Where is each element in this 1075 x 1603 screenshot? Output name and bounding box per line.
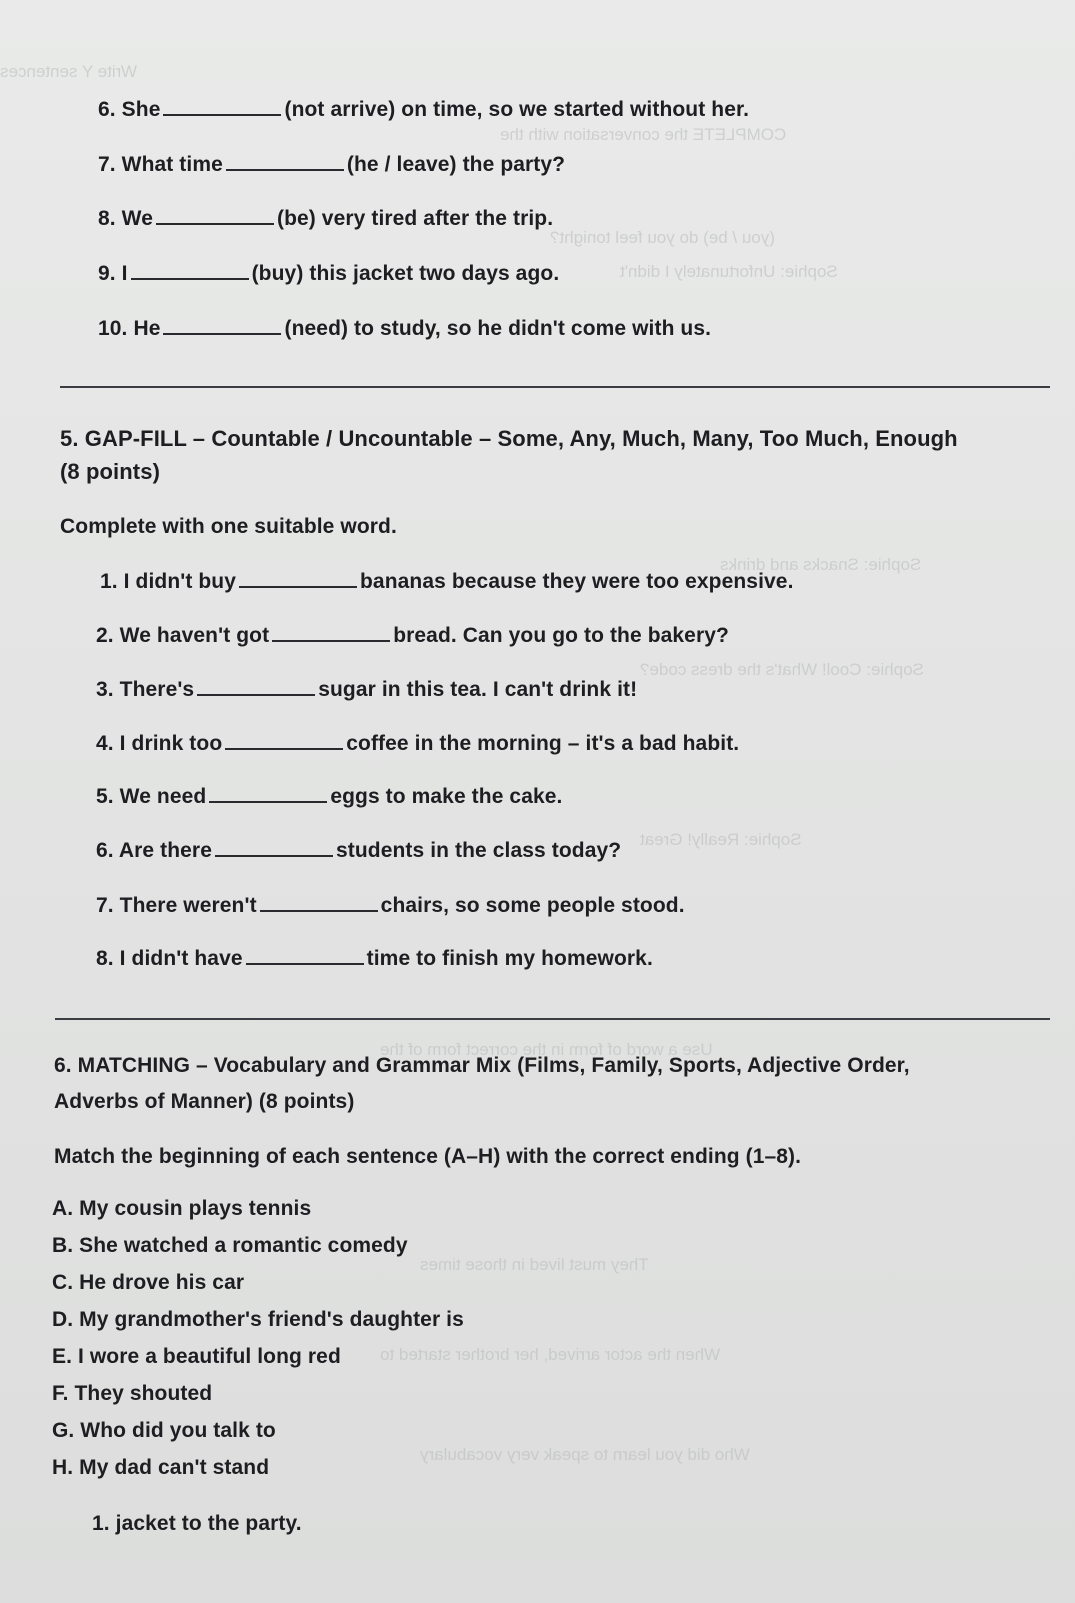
section5-title: 5. GAP-FILL – Countable / Uncountable – Some, Any, Much, Many, Too Much, Enough xyxy=(60,426,958,451)
item-number: 7. xyxy=(96,894,114,917)
item-continuation: (need) to study, so he didn't come with us. xyxy=(284,317,712,340)
answer-blank[interactable] xyxy=(156,205,274,225)
item-number: 10. xyxy=(98,317,128,340)
gapfill-item-3 xyxy=(96,676,637,702)
item-continuation: sugar in this tea. I can't drink it! xyxy=(318,678,638,701)
item-continuation: (buy) this jacket two days ago. xyxy=(251,262,560,285)
section6-title: 6. MATCHING – Vocabulary and Grammar Mix (Films, Family, Sports, Adjective Order, xyxy=(54,1054,910,1077)
show-through-text: Use a word of form in the correct form of the xyxy=(380,1040,713,1059)
show-through-text: Sophie: Snacks and drinks xyxy=(720,555,922,574)
show-through-text: Write Y sentences xyxy=(0,62,138,81)
answer-blank[interactable] xyxy=(163,96,281,116)
section6-title-continued: Adverbs of Manner) (8 points) xyxy=(54,1090,355,1113)
matching-beginning-d: D. My grandmother's friend's daughter is xyxy=(52,1308,464,1331)
section5-points: (8 points) xyxy=(60,459,160,484)
item-number: 5. xyxy=(96,785,114,808)
item-number: 1. xyxy=(100,570,118,593)
item-stem: He xyxy=(133,317,161,340)
matching-beginning-b: B. She watched a romantic comedy xyxy=(52,1234,408,1257)
matching-beginning-h: H. My dad can't stand xyxy=(52,1456,270,1479)
gapfill-item-2 xyxy=(96,622,729,648)
gapfill-item-4 xyxy=(96,730,739,756)
item-number: 7. xyxy=(98,153,116,176)
gapfill-item-6 xyxy=(96,837,621,863)
answer-blank[interactable] xyxy=(239,568,357,588)
show-through-text: Sophie: Really! Great xyxy=(640,830,802,849)
prev-item-6 xyxy=(98,96,749,122)
prev-item-8 xyxy=(98,205,553,231)
item-continuation: chairs, so some people stood. xyxy=(380,894,685,917)
item-number: 6. xyxy=(96,839,114,862)
item-stem: I xyxy=(121,262,128,285)
show-through-text: When the actor arrived, her brother started to xyxy=(380,1345,721,1364)
show-through-text: (you / be) do you feel tonight? xyxy=(550,228,775,247)
item-number: 4. xyxy=(96,732,114,755)
item-continuation: (not arrive) on time, so we started without her. xyxy=(284,98,750,121)
matching-beginning-g: G. Who did you talk to xyxy=(52,1419,276,1442)
answer-blank[interactable] xyxy=(209,783,327,803)
item-stem: She xyxy=(121,98,161,121)
show-through-text: COMPLETE the conversation with the xyxy=(500,125,787,144)
section5-instruction: Complete with one suitable word. xyxy=(60,515,397,538)
matching-beginning-e: E. I wore a beautiful long red xyxy=(52,1345,341,1368)
item-continuation: time to finish my homework. xyxy=(366,947,653,970)
prev-item-9 xyxy=(98,260,559,286)
answer-blank[interactable] xyxy=(163,315,281,335)
answer-blank[interactable] xyxy=(226,151,344,171)
matching-beginning-c: C. He drove his car xyxy=(52,1271,245,1294)
item-number: 2. xyxy=(96,624,114,647)
show-through-text: Sophie: Unfortunately I didn't xyxy=(620,262,838,281)
gapfill-item-5 xyxy=(96,783,562,809)
item-stem: We haven't got xyxy=(119,624,270,647)
prev-item-7 xyxy=(98,151,565,177)
item-stem: We need xyxy=(119,785,207,808)
item-stem: I didn't have xyxy=(119,947,243,970)
prev-item-10 xyxy=(98,315,711,341)
section6-instruction: Match the beginning of each sentence (A–H) with the correct ending (1–8). xyxy=(54,1145,802,1168)
item-number: 9. xyxy=(98,262,116,285)
show-through-text: They must lived in those times xyxy=(420,1255,649,1274)
item-number: 6. xyxy=(98,98,116,121)
item-continuation: (be) very tired after the trip. xyxy=(276,207,554,230)
answer-blank[interactable] xyxy=(215,837,333,857)
item-continuation: bread. Can you go to the bakery? xyxy=(393,624,729,647)
answer-blank[interactable] xyxy=(272,622,390,642)
item-stem: What time xyxy=(121,153,223,176)
item-stem: There's xyxy=(119,678,195,701)
item-number: 3. xyxy=(96,678,114,701)
item-number: 8. xyxy=(98,207,116,230)
answer-blank[interactable] xyxy=(131,260,249,280)
answer-blank[interactable] xyxy=(246,945,364,965)
matching-beginning-f: F. They shouted xyxy=(52,1382,213,1405)
gapfill-item-8 xyxy=(96,945,653,971)
answer-blank[interactable] xyxy=(225,730,343,750)
item-continuation: (he / leave) the party? xyxy=(346,153,566,176)
section-divider xyxy=(60,386,1050,388)
ending-text: jacket to the party. xyxy=(115,1512,302,1535)
item-stem: There weren't xyxy=(119,894,257,917)
item-continuation: eggs to make the cake. xyxy=(330,785,563,808)
item-stem: We xyxy=(121,207,153,230)
item-continuation: coffee in the morning – it's a bad habit. xyxy=(346,732,740,755)
item-number: 8. xyxy=(96,947,114,970)
item-stem: Are there xyxy=(118,839,212,862)
answer-blank[interactable] xyxy=(260,892,378,912)
item-stem: I didn't buy xyxy=(123,570,236,593)
item-stem: I drink too xyxy=(119,732,223,755)
gapfill-item-1 xyxy=(100,568,794,594)
item-continuation: bananas because they were too expensive. xyxy=(360,570,794,593)
show-through-text: Who did you learn to speak very vocabulary xyxy=(420,1445,750,1464)
gapfill-item-7 xyxy=(96,892,685,918)
answer-blank[interactable] xyxy=(197,676,315,696)
item-number: 1. xyxy=(92,1512,110,1535)
matching-beginning-a: A. My cousin plays tennis xyxy=(52,1197,312,1220)
item-continuation: students in the class today? xyxy=(335,839,622,862)
matching-ending-1 xyxy=(92,1512,302,1536)
show-through-text: Sophie: Cool! What's the dress code? xyxy=(640,660,924,679)
section-divider xyxy=(55,1018,1050,1020)
